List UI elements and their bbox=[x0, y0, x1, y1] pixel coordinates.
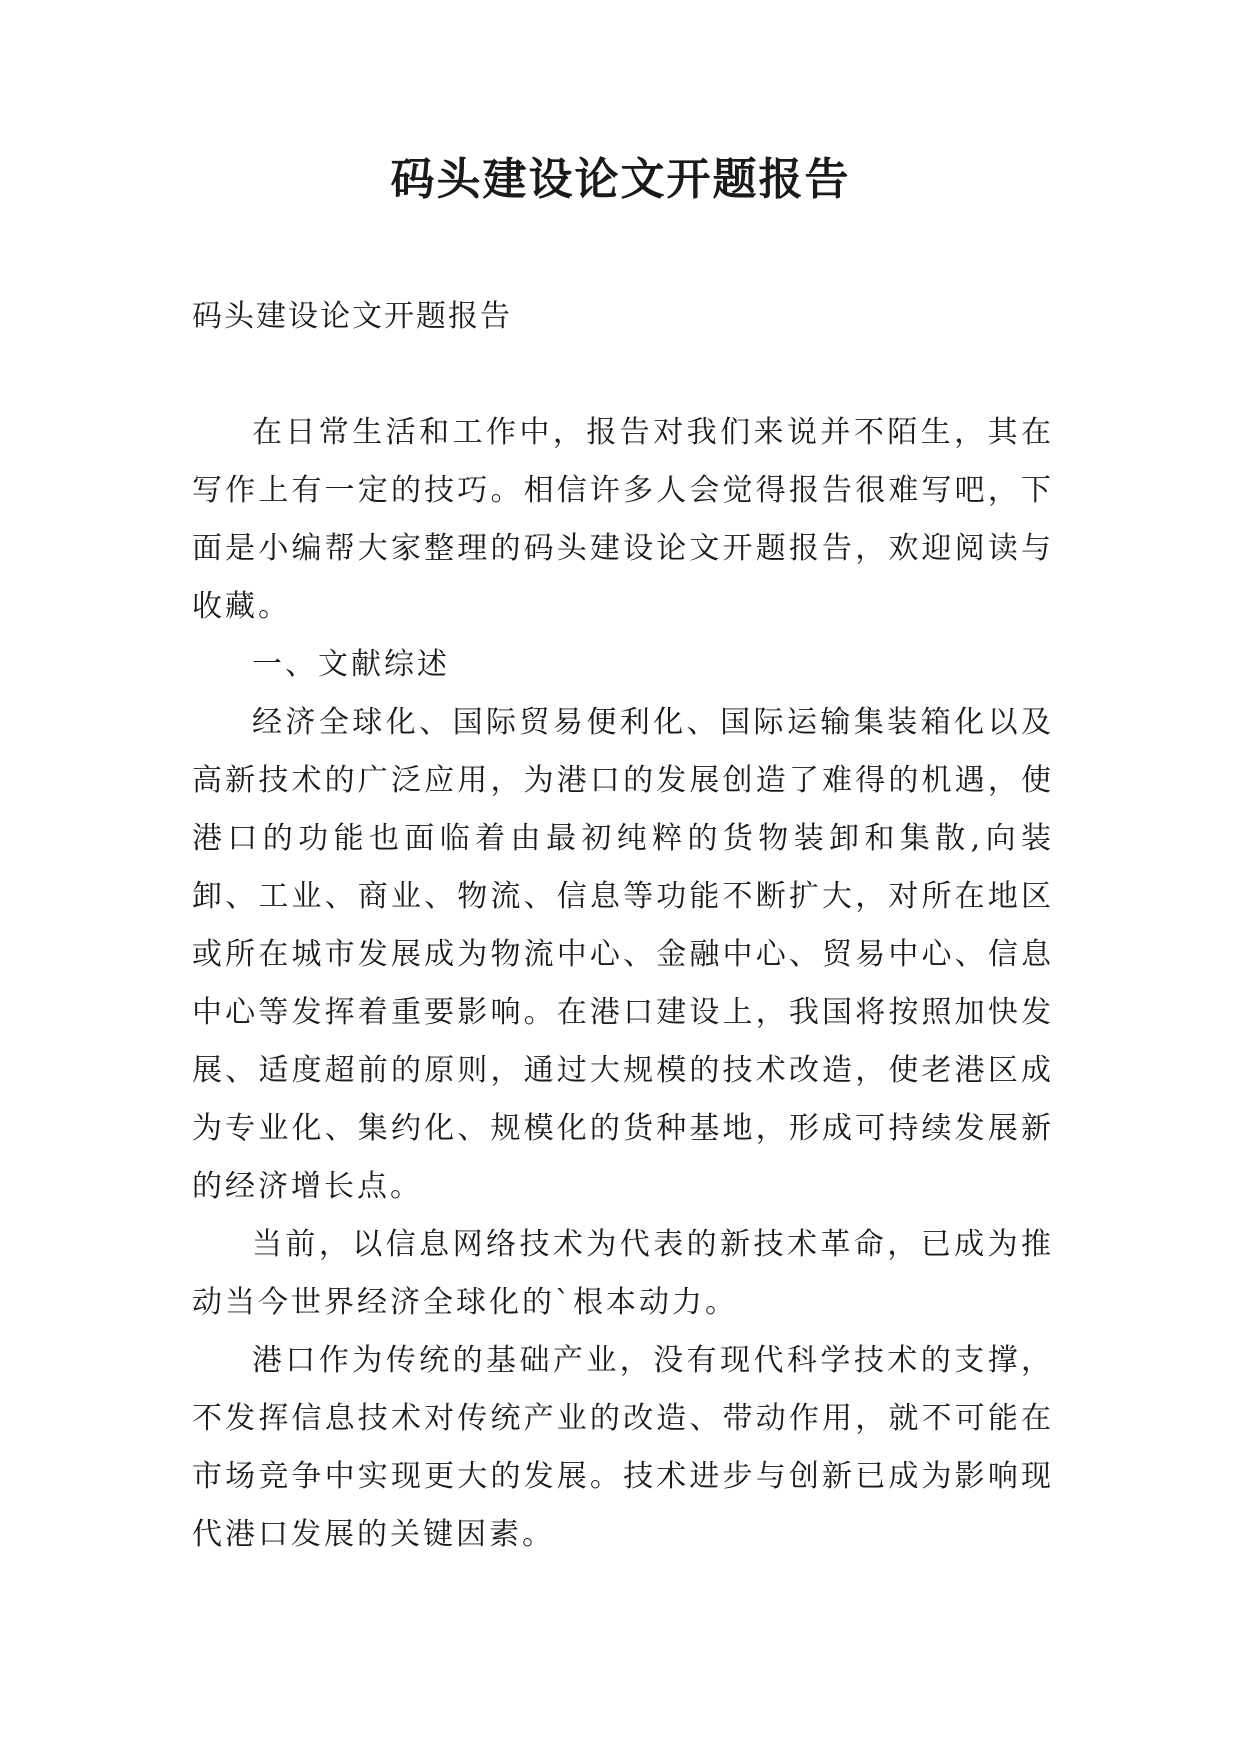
body-paragraph: 经济全球化、国际贸易便利化、国际运输集装箱化以及高新技术的广泛应用，为港口的发展创造了难得的机遇，使港口的功能也面临着由最初纯粹的货物装卸和集散,向装卸、工业、商业、物流、信息等功能不断扩大，对所在地区或所在城市发展成为物流中心、金融中心、贸易中心、信息中心等发挥着重要影响。在港口建设上，我国将按照加快发展、适度超前的原则，通过大规模的技术改造，使老港区成为专业化、集约化、规模化的货种基地，形成可持续发展新的经济增长点。 bbox=[192, 705, 1054, 1204]
body-paragraph: 当前，以信息网络技术为代表的新技术革命，已成为推动当今世界经济全球化的`根本动力。 bbox=[192, 1227, 1054, 1320]
body-paragraph: 港口作为传统的基础产业，没有现代科学技术的支撑，不发挥信息技术对传统产业的改造、带动作用，就不可能在市场竞争中实现更大的发展。技术进步与创新已成为影响现代港口发展的关键因素。 bbox=[192, 1343, 1054, 1552]
section-heading-literature-review: 一、文献综述 bbox=[252, 647, 450, 682]
intro-paragraph: 在日常生活和工作中，报告对我们来说并不陌生，其在写作上有一定的技巧。相信许多人会觉得报告很难写吧，下面是小编帮大家整理的码头建设论文开题报告，欢迎阅读与收藏。 bbox=[192, 415, 1054, 624]
document-subtitle: 码头建设论文开题报告 bbox=[192, 299, 512, 334]
document-body bbox=[192, 288, 1054, 1564]
document-title: 码头建设论文开题报告 bbox=[390, 154, 851, 205]
